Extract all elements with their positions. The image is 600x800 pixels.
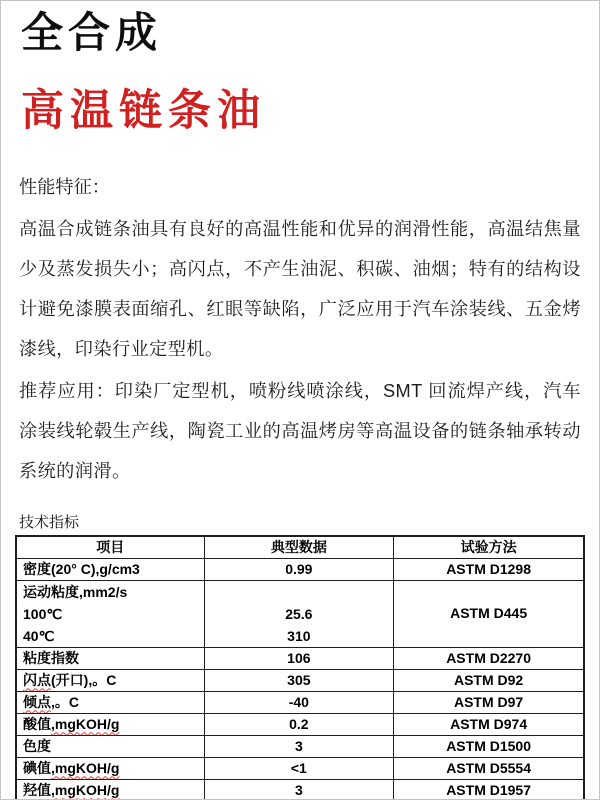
spec-method: ASTM D5554	[394, 757, 584, 779]
product-title-line1: 全合成	[21, 9, 163, 56]
spec-value: -40	[204, 691, 394, 713]
col-header-test-method: 试验方法	[394, 536, 584, 559]
spec-row-color	[16, 735, 584, 757]
spec-method: ASTM D2270	[394, 647, 584, 669]
spec-value: 0.2	[204, 713, 394, 735]
spec-label: 粘度指数	[16, 647, 204, 669]
performance-section-heading: 性能特征：	[19, 176, 110, 197]
spec-row-kinematic-viscosity	[16, 580, 584, 647]
spec-label: 倾点,。C	[16, 691, 204, 713]
spec-row-viscosity-index	[16, 647, 584, 669]
application-paragraph: 推荐应用：印染厂定型机，喷粉线喷涂线，SMT 回流焊产线，汽车涂装线轮毂生产线，陶瓷工业的高温烤房等高温设备的链条轴承转动系统的润滑。	[19, 380, 581, 481]
spec-method: ASTM D1500	[394, 735, 584, 757]
product-title-line2: 高温链条油	[21, 87, 266, 136]
spec-label: 色度	[16, 735, 204, 757]
spec-method: ASTM D1298	[394, 558, 584, 580]
spec-table-title: 技术指标	[19, 513, 80, 531]
spec-method: ASTM D92	[394, 669, 584, 691]
spec-row-acid-value	[16, 713, 584, 735]
spec-table	[15, 535, 585, 800]
col-header-item: 项目	[16, 536, 204, 559]
performance-paragraph: 高温合成链条油具有良好的高温性能和优异的润滑性能，高温结焦量少及蒸发损失小；高闪点，不产生油泥、积碳、油烟；特有的结构设计避免漆膜表面缩孔、红眼等缺陷，广泛应用于汽车涂装线、五金烤漆线，印染行业定型机。	[19, 218, 581, 359]
spec-value: <1	[204, 757, 394, 779]
spec-row-hydroxyl-value	[16, 779, 584, 800]
spec-row-density	[16, 558, 584, 580]
col-header-typical-data: 典型数据	[204, 536, 394, 559]
spec-method: ASTM D974	[394, 713, 584, 735]
spec-value: 25.6 310	[204, 580, 394, 647]
spec-value: 106	[204, 647, 394, 669]
spec-label: 羟值,mgKOH/g	[16, 779, 204, 800]
spec-row-iodine-value	[16, 757, 584, 779]
spec-row-flash-point	[16, 669, 584, 691]
spec-label: 碘值,mgKOH/g	[16, 757, 204, 779]
spec-value: 3	[204, 779, 394, 800]
spec-value: 3	[204, 735, 394, 757]
spec-table-header-row	[16, 536, 584, 559]
spec-label: 闪点(开口),。C	[16, 669, 204, 691]
spec-row-pour-point	[16, 691, 584, 713]
spec-label: 酸值,mgKOH/g	[16, 713, 204, 735]
spec-label: 运动粘度,mm2/s 100℃ 40℃	[16, 580, 204, 647]
spec-method: ASTM D1957	[394, 779, 584, 800]
spec-label: 密度(20° C),g/cm3	[16, 558, 204, 580]
spec-method: ASTM D445	[394, 580, 584, 647]
spec-value: 0.99	[204, 558, 394, 580]
spec-method: ASTM D97	[394, 691, 584, 713]
spec-value: 305	[204, 669, 394, 691]
